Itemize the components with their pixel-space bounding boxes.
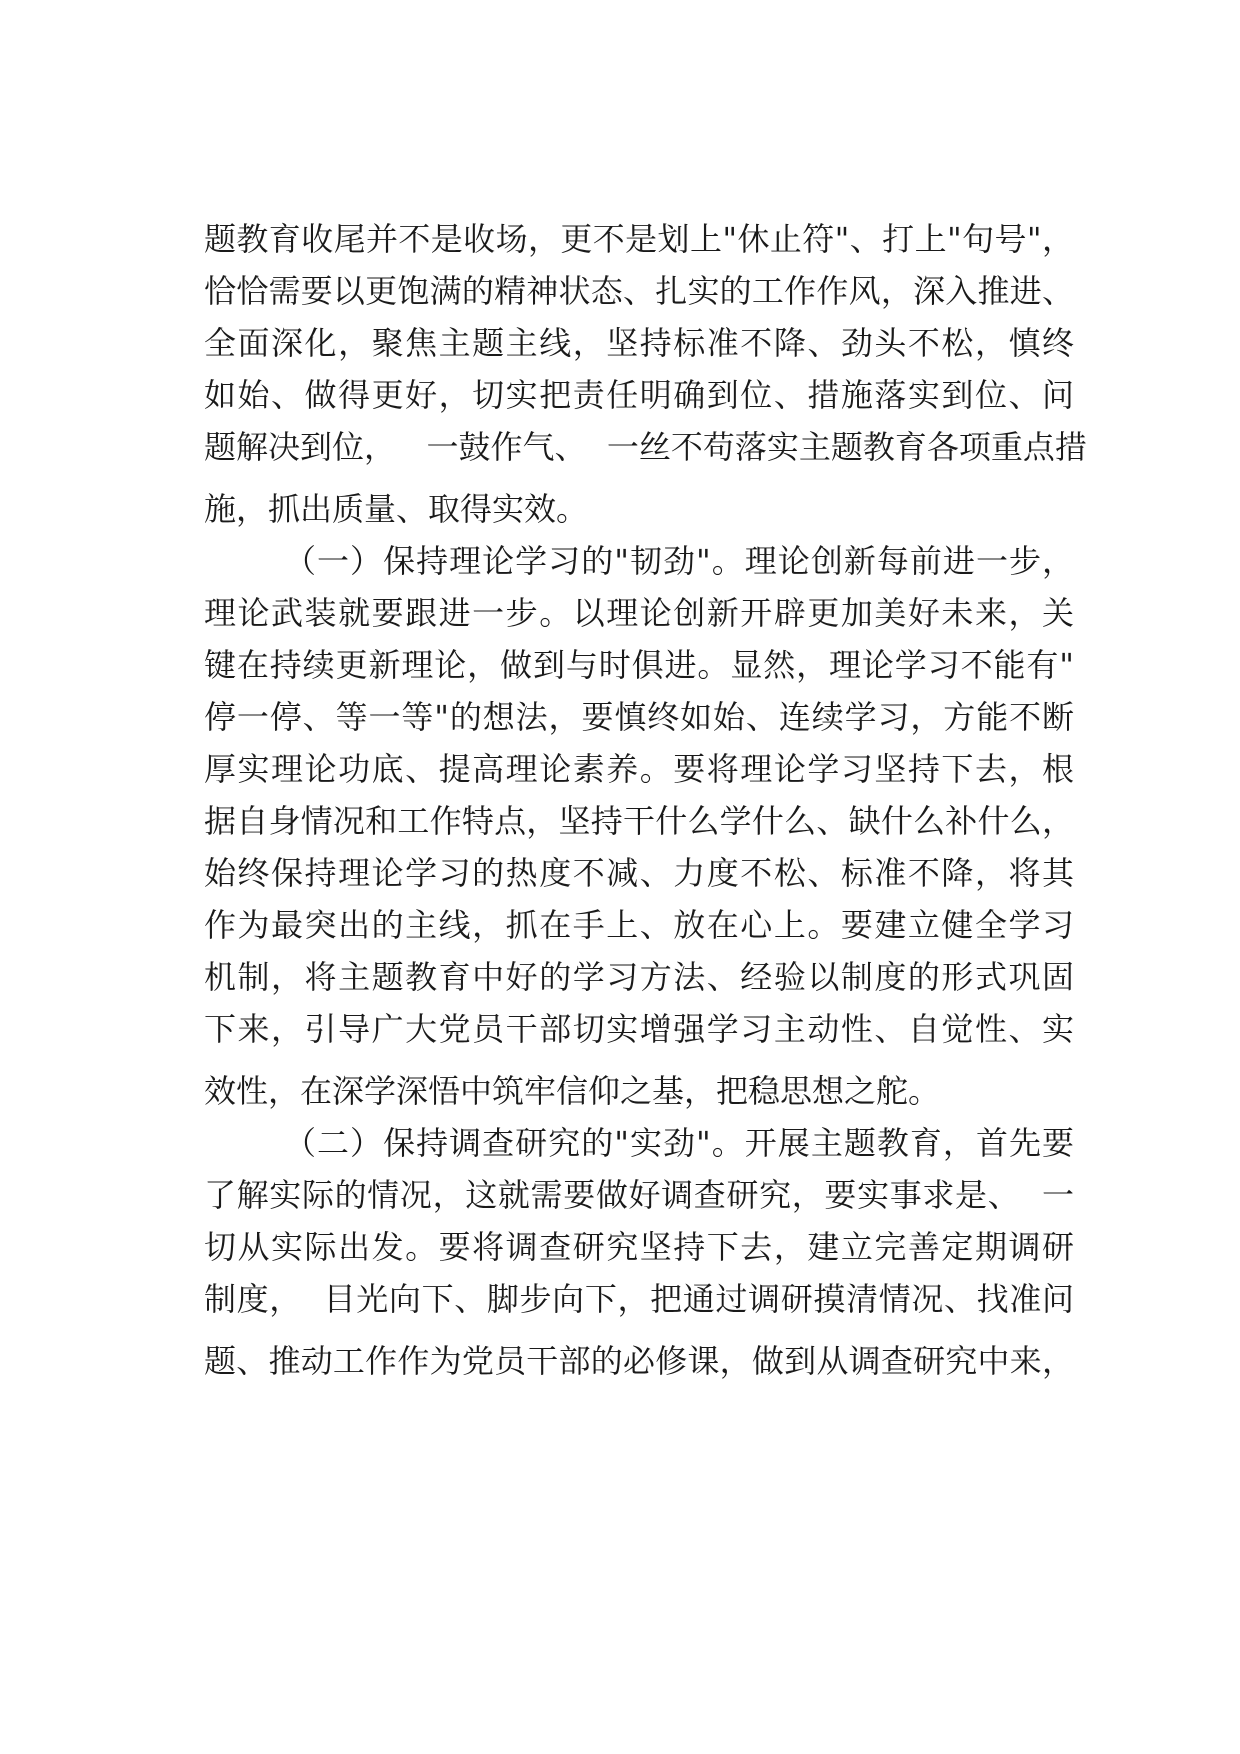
text-line: 施，抓出质量、取得实效。 xyxy=(204,490,589,528)
text-line: （二）保持调查研究的"实劲"。开展主题教育，首先要 xyxy=(284,1124,1074,1162)
text-line: （一）保持理论学习的"韧劲"。理论创新每前进一步， xyxy=(284,542,1074,580)
text-line: 作为最突出的主线，抓在手上、放在心上。要建立健全学习 xyxy=(204,906,1074,944)
text-line: 题解决到位， 一鼓作气、 一丝不苟落实主题教育各项重点措 xyxy=(204,428,1087,466)
text-line: 键在持续更新理论，做到与时俱进。显然，理论学习不能有" xyxy=(204,646,1074,684)
text-line: 全面深化，聚焦主题主线，坚持标准不降、劲头不松，慎终 xyxy=(204,324,1074,362)
text-line: 理论武装就要跟进一步。以理论创新开辟更加美好未来，关 xyxy=(204,594,1074,632)
document-body xyxy=(204,220,1087,1380)
paragraph-1 xyxy=(204,220,1087,528)
paragraph-3 xyxy=(204,1124,1074,1380)
text-line: 厚实理论功底、提高理论素养。要将理论学习坚持下去，根 xyxy=(204,750,1074,788)
text-line: 据自身情况和工作特点，坚持干什么学什么、缺什么补什么， xyxy=(204,802,1074,840)
text-line: 效性，在深学深悟中筑牢信仰之基，把稳思想之舵。 xyxy=(204,1072,941,1110)
text-line: 切从实际出发。要将调查研究坚持下去，建立完善定期调研 xyxy=(204,1228,1074,1266)
text-line: 如始、做得更好，切实把责任明确到位、措施落实到位、问 xyxy=(204,376,1074,414)
text-line: 下来，引导广大党员干部切实增强学习主动性、自觉性、实 xyxy=(204,1010,1074,1048)
text-line: 机制，将主题教育中好的学习方法、经验以制度的形式巩固 xyxy=(204,958,1074,996)
text-line: 恰恰需要以更饱满的精神状态、扎实的工作作风，深入推进、 xyxy=(204,272,1074,310)
text-line: 停一停、等一等"的想法，要慎终如始、连续学习，方能不断 xyxy=(204,698,1074,736)
text-line: 题、推动工作作为党员干部的必修课，做到从调查研究中来， xyxy=(204,1342,1074,1380)
text-line: 制度， 目光向下、脚步向下，把通过调研摸清情况、找准问 xyxy=(204,1280,1074,1318)
paragraph-2 xyxy=(204,542,1074,1110)
text-line: 题教育收尾并不是收场，更不是划上"休止符"、打上"句号"， xyxy=(204,220,1074,258)
text-line: 了解实际的情况，这就需要做好调查研究，要实事求是、 一 xyxy=(204,1176,1074,1214)
text-line: 始终保持理论学习的热度不减、力度不松、标准不降，将其 xyxy=(204,854,1074,892)
